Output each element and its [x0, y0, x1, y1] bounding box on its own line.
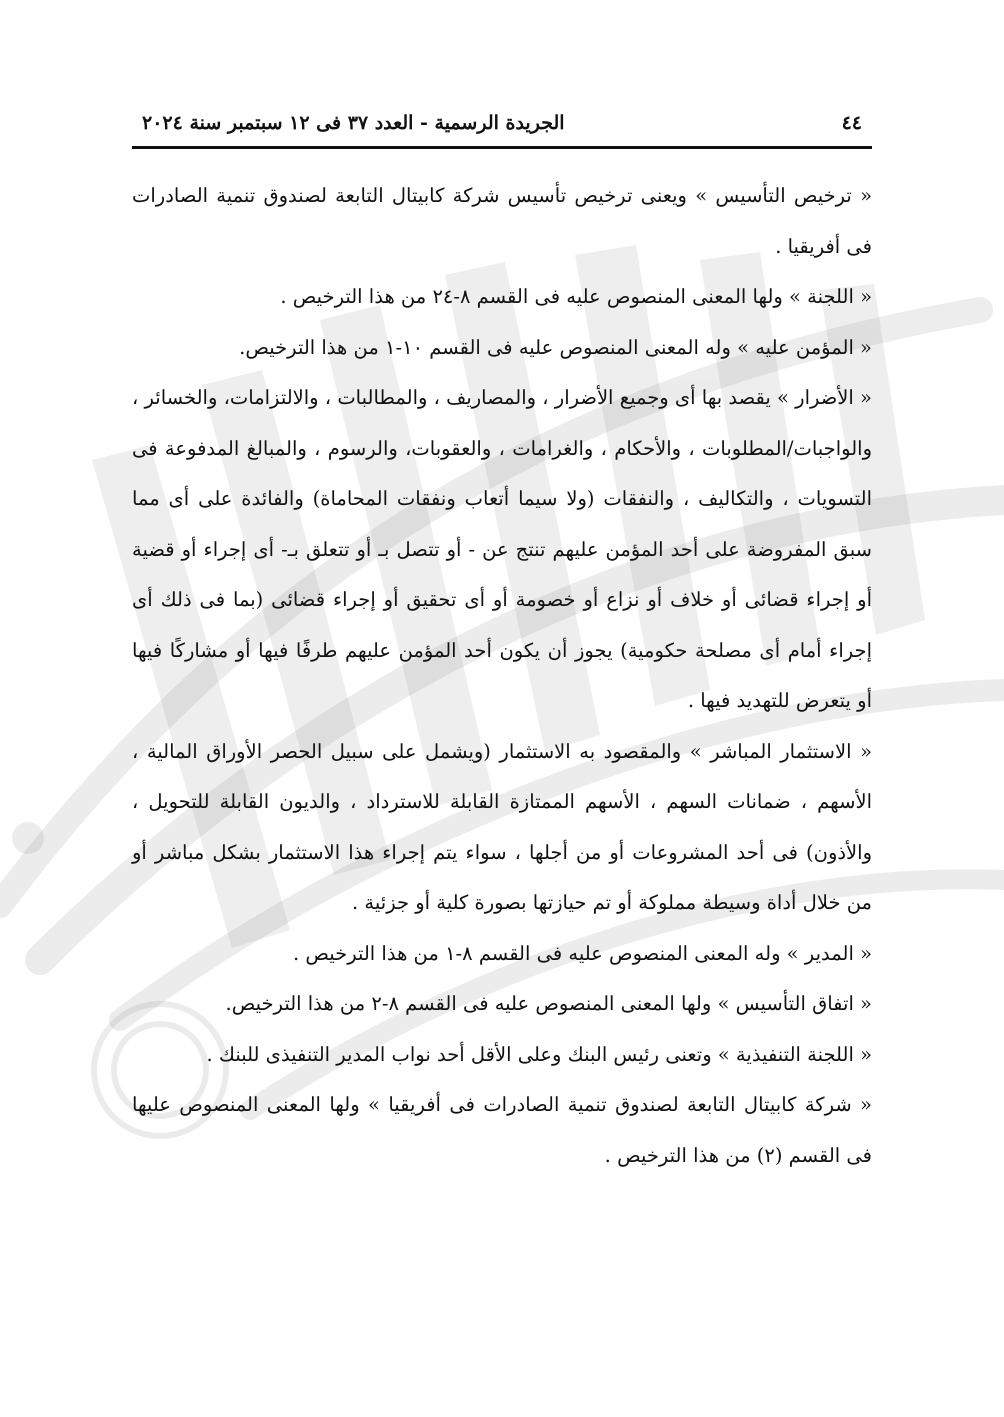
page-header: [132, 112, 872, 149]
definition-paragraph: « الاستثمار المباشر » والمقصود به الاستثمار (ويشمل على سبيل الحصر الأوراق المالية ، الأسهم ، ضمانات السهم ، الأسهم الممتازة القابلة للاسترداد ، والديون القابلة للتحويل ، والأذون) فى أحد المشروعات أو من أجلها ، سواء يتم إجراء هذا الاستثمار بشكل مباشر أو من خلال أداة وسيطة مملوكة أو تم حيازتها بصورة كلية أو جزئية .: [132, 739, 872, 914]
gazette-title: الجريدة الرسمية - العدد ٣٧ فى ١٢ سبتمبر سنة ٢٠٢٤: [142, 112, 565, 134]
page-number: ٤٤: [841, 112, 862, 134]
definition-paragraph: « المدير » وله المعنى المنصوص عليه فى القسم ٨-١ من هذا الترخيص .: [293, 941, 872, 965]
definition-paragraph: « ترخيص التأسيس » ويعنى ترخيص تأسيس شركة كابيتال التابعة لصندوق تنمية الصادرات فى أفريقيا .: [132, 184, 872, 258]
definition-paragraph: « شركة كابيتال التابعة لصندوق تنمية الصادرات فى أفريقيا » ولها المعنى المنصوص عليها فى القسم (٢) من هذا الترخيص .: [132, 1093, 872, 1167]
definition-paragraph: « اللجنة » ولها المعنى المنصوص عليه فى القسم ٨-٢٤ من هذا الترخيص .: [280, 285, 872, 308]
definition-paragraph: « اللجنة التنفيذية » وتعنى رئيس البنك وعلى الأقل أحد نواب المدير التنفيذى للبنك .: [206, 1042, 872, 1066]
document-body: [132, 171, 872, 1181]
definition-paragraph: « المؤمن عليه » وله المعنى المنصوص عليه فى القسم ١٠-١ من هذا الترخيص.: [239, 335, 872, 359]
definition-paragraph: « اتفاق التأسيس » ولها المعنى المنصوص عليه فى القسم ٨-٢ من هذا الترخيص.: [225, 992, 872, 1015]
definition-paragraph: « الأضرار » يقصد بها أى وجميع الأضرار ، والمصاريف ، والمطالبات ، والالتزامات، والخسائر ، والواجبات/المطلوبات ، والأحكام ، والغرامات ، والعقوبات، والرسوم ، والمبالغ المدفوعة فى التسويات ، والتكاليف ، والنفقات (ولا سيما أتعاب ونفقات المحاماة) والفائدة على أى مما سبق المفروضة على أحد المؤمن عليهم تنتج عن - أو تتصل بـ أو تتعلق بـ- أى إجراء أو قضية أو إجراء قضائى أو خلاف أو نزاع أو خصومة أو أى تحقيق أو إجراء قضائى (بما فى ذلك أى إجراء أمام أى مصلحة حكومية) يجوز أن يكون أحد المؤمن عليهم طرفًا فيها أو مشاركًا فيها أو يتعرض للتهديد فيها .: [132, 386, 872, 712]
document-page: [132, 112, 872, 1181]
